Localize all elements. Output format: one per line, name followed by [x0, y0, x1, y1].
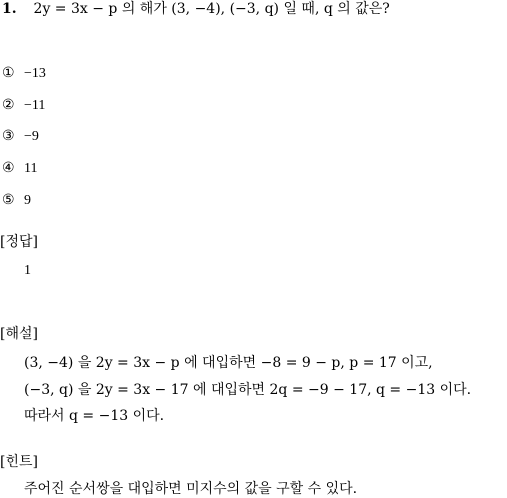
explanation-line-1: (3, −4) 을 2y = 3x − p 에 대입하면 −8 = 9 − p, p = 17 이고, — [24, 355, 433, 371]
explanation-line-3: 따라서 q = −13 이다. — [24, 408, 165, 424]
question-number: 1. — [2, 1, 17, 17]
option-2-mark: ② — [2, 97, 15, 113]
option-5-value: 9 — [24, 193, 31, 208]
option-4[interactable] — [2, 159, 37, 178]
option-1-mark: ① — [2, 65, 15, 81]
option-2-value: −11 — [24, 98, 46, 113]
option-3[interactable] — [2, 127, 39, 146]
option-5-mark: ⑤ — [2, 192, 15, 208]
question — [2, 0, 390, 18]
answer-value: 1 — [24, 263, 31, 278]
answer-heading: [정답] — [0, 234, 38, 250]
option-3-value: −9 — [24, 129, 39, 144]
question-text: 2y = 3x − p 의 해가 (3, −4), (−3, q) 일 때, q 의 값은? — [33, 1, 390, 17]
explanation-heading: [해설] — [0, 326, 38, 342]
option-3-mark: ③ — [2, 128, 15, 144]
hint-heading: [힌트] — [0, 454, 38, 470]
option-5[interactable] — [2, 191, 31, 210]
hint-text: 주어진 순서쌍을 대입하면 미지수의 값을 구할 수 있다. — [24, 481, 358, 497]
option-2[interactable] — [2, 96, 45, 115]
option-1[interactable] — [2, 64, 46, 83]
option-4-mark: ④ — [2, 160, 15, 176]
explanation-line-2: (−3, q) 을 2y = 3x − 17 에 대입하면 2q = −9 − 17, q = −13 이다. — [24, 382, 472, 398]
option-4-value: 11 — [24, 161, 38, 176]
option-1-value: −13 — [24, 66, 46, 81]
